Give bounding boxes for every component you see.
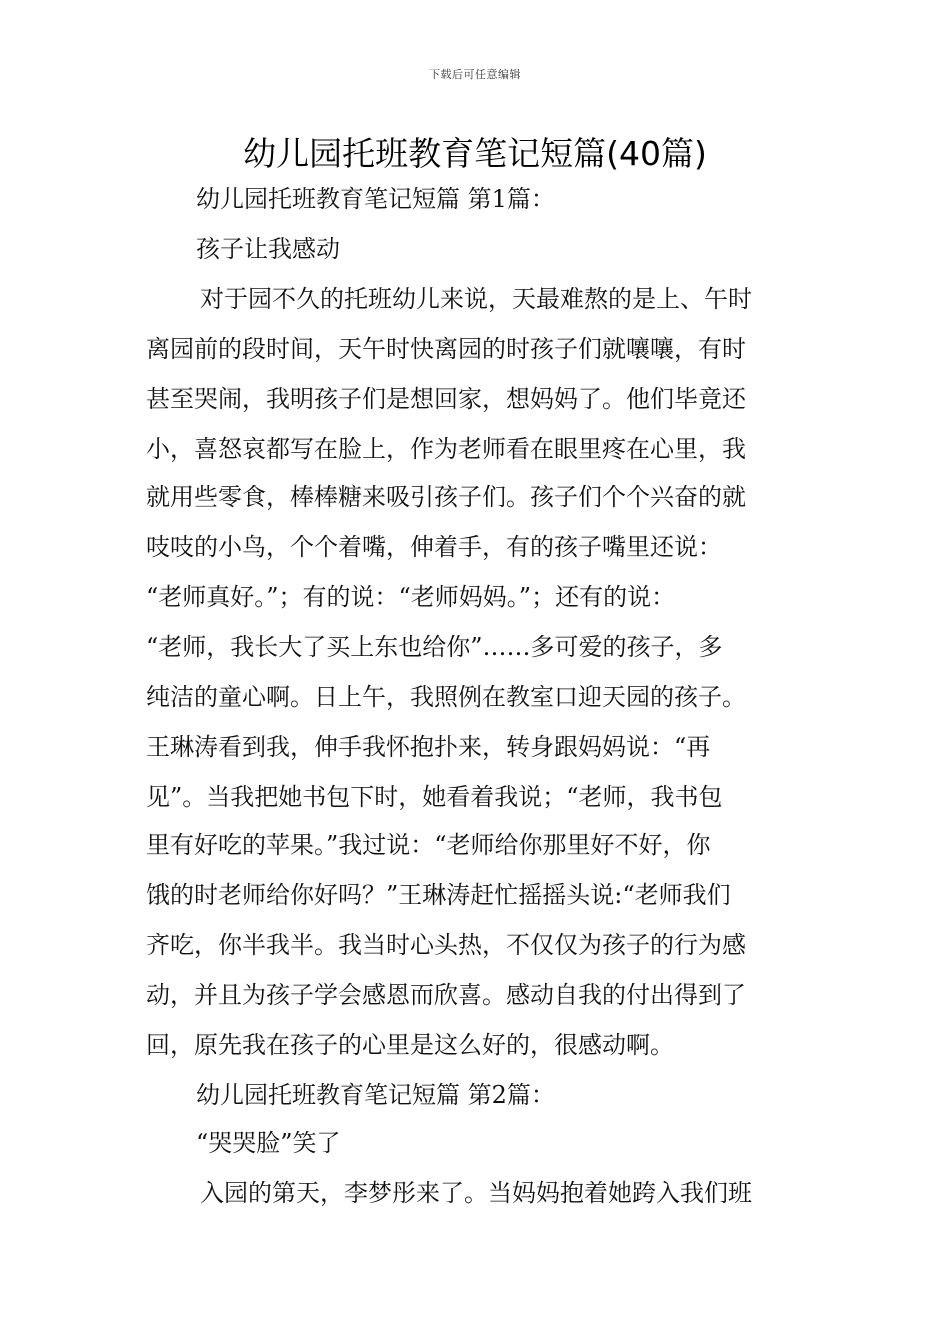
paragraph-line: 甚至哭闹，我明孩子们是想回家，想妈妈了。他们毕竟还 bbox=[146, 385, 746, 413]
paragraph-line: 齐吃，你半我半。我当时心头热，不仅仅为孩子的行为感 bbox=[146, 931, 746, 959]
paragraph-line: 小，喜怒哀都写在脸上，作为老师看在眼里疼在心里，我 bbox=[146, 435, 746, 463]
header-note: 下载后可任意编辑 bbox=[429, 68, 521, 81]
paragraph-line: 动，并且为孩子学会感恩而欣喜。感动自我的付出得到了 bbox=[146, 981, 746, 1009]
paragraph-line: 里有好吃的苹果。”我过说：“老师给你那里好不好，你 bbox=[146, 831, 711, 859]
section-subtitle: 孩子让我感动 bbox=[196, 235, 340, 263]
document-title: 幼儿园托班教育笔记短篇(40篇) bbox=[243, 134, 707, 173]
paragraph-line: 见”。当我把她书包下时，她看着我说；“老师，我书包 bbox=[146, 783, 723, 811]
paragraph-line: 回，原先我在孩子的心里是这么好的，很感动啊。 bbox=[146, 1031, 674, 1059]
paragraph-line: 饿的时老师给你好吗？”王琳涛赶忙摇摇头说:“老师我们 bbox=[146, 881, 731, 909]
paragraph-line: 纯洁的童心啊。日上午，我照例在教室口迎天园的孩子。 bbox=[146, 683, 746, 711]
paragraph-line: 王琳涛看到我，伸手我怀抱扑来，转身跟妈妈说：“再 bbox=[146, 733, 711, 761]
section-heading: 幼儿园托班教育笔记短篇 第1篇： bbox=[196, 185, 555, 213]
section-subtitle: “哭哭脸”笑了 bbox=[196, 1129, 341, 1157]
paragraph-line: 就用些零食，棒棒糖来吸引孩子们。孩子们个个兴奋的就 bbox=[146, 483, 746, 511]
paragraph-line: 入园的第天，李梦彤来了。当妈妈抱着她跨入我们班 bbox=[200, 1179, 752, 1207]
paragraph-line: “老师，我长大了买上东也给你”……多可爱的孩子，多 bbox=[146, 633, 723, 661]
section-heading: 幼儿园托班教育笔记短篇 第2篇： bbox=[196, 1081, 555, 1109]
paragraph-line: 离园前的段时间，天午时快离园的时孩子们就嚷嚷，有时 bbox=[146, 335, 746, 363]
paragraph-line: 吱吱的小鸟，个个着嘴，伸着手，有的孩子嘴里还说： bbox=[146, 533, 722, 561]
paragraph-line: “老师真好。”；有的说：“老师妈妈。”；还有的说： bbox=[146, 583, 676, 611]
paragraph-line: 对于园不久的托班幼儿来说，天最难熬的是上、午时 bbox=[200, 285, 752, 313]
